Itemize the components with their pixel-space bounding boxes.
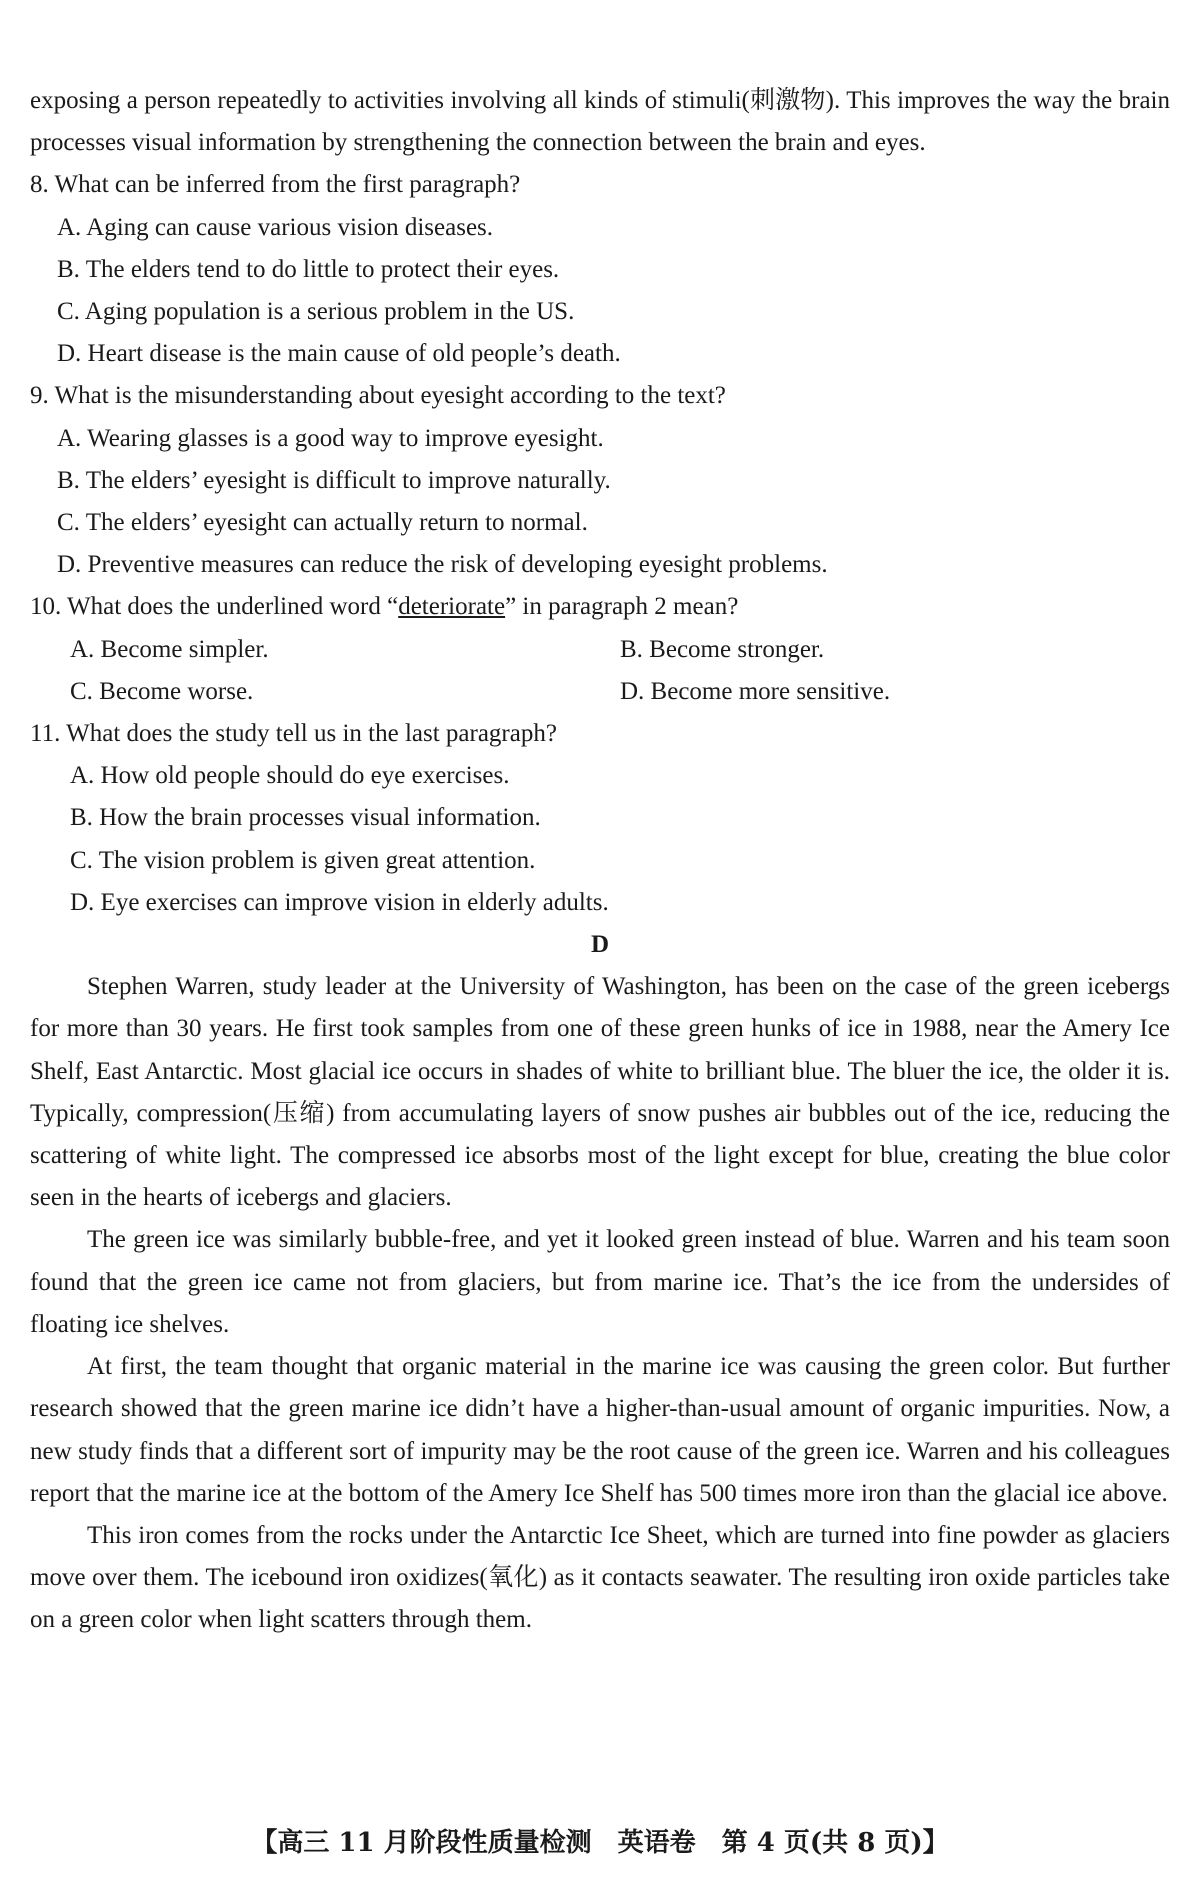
- option-b: B. Become stronger.: [620, 635, 825, 663]
- question-stem: 9. What is the misunderstanding about eyesight according to the text?: [30, 382, 726, 410]
- option-c: C. The elders’ eyesight can actually return to normal.: [57, 509, 588, 537]
- option-b: B. The elders’ eyesight is difficult to improve naturally.: [57, 466, 611, 494]
- question-stem: [30, 586, 1170, 628]
- option-row: [30, 671, 1170, 713]
- section-heading: D: [590, 931, 610, 959]
- question-stem: 8. What can be inferred from the first paragraph?: [30, 171, 521, 199]
- passage-paragraph: This iron comes from the rocks under the Antarctic Ice Sheet, which are turned into fine powder as glaciers move over them. The icebound iron oxidizes(氧化) as it contacts seawater. The resulting iron oxide particles take on a green color when light scatters through them.: [30, 1521, 1170, 1634]
- option-a: A. Become simpler.: [70, 635, 269, 663]
- option-b: B. How the brain processes visual information.: [70, 804, 541, 832]
- passage-paragraph: Stephen Warren, study leader at the University of Washington, has been on the case of the green icebergs for more than 30 years. He first took samples from one of these green hunks of ice in 1988, near the Amery Ice Shelf, East Antarctic. Most glacial ice occurs in shades of white to brilliant blue. The bluer the ice, the older it is. Typically, compression(压缩) from accumulating layers of snow pushes air bubbles out of the ice, reducing the scattering of white light. The compressed ice absorbs most of the light except for blue, creating the blue color seen in the hearts of icebergs and glaciers.: [30, 973, 1170, 1212]
- passage-paragraph: At first, the team thought that organic material in the marine ice was causing the green color. But further research showed that the green marine ice didn’t have a higher-than-usual amount of organic impurities. Now, a new study finds that a different sort of impurity may be the root cause of the green ice. Warren and his colleagues report that the marine ice at the bottom of the Amery Ice Shelf has 500 times more iron than the glacial ice above.: [30, 1353, 1170, 1507]
- option-d: D. Eye exercises can improve vision in elderly adults.: [70, 888, 609, 916]
- question-stem: 11. What does the study tell us in the last paragraph?: [30, 720, 557, 748]
- option-a: A. How old people should do eye exercises.: [70, 762, 510, 790]
- option-a: A. Aging can cause various vision diseases.: [57, 213, 494, 241]
- option-a: A. Wearing glasses is a good way to improve eyesight.: [57, 424, 604, 452]
- page-content: [30, 80, 1170, 1642]
- question-10: [30, 586, 1170, 713]
- question-9: [30, 375, 1170, 586]
- option-row: [30, 629, 1170, 671]
- passage-c-tail: exposing a person repeatedly to activities involving all kinds of stimuli(刺激物). This improves the way the brain processes visual information by strengthening the connection between the brain and eyes.: [30, 87, 1170, 157]
- option-b: B. The elders tend to do little to protect their eyes.: [57, 255, 560, 283]
- option-d: D. Heart disease is the main cause of old people’s death.: [57, 340, 621, 368]
- page-footer: 【高三 11 月阶段性质量检测 英语卷 第 4 页(共 8 页)】: [251, 1828, 949, 1858]
- option-d: D. Become more sensitive.: [620, 677, 891, 705]
- stem-before: 10. What does the underlined word “: [30, 593, 399, 621]
- underlined-word: deteriorate: [398, 593, 506, 621]
- option-d: D. Preventive measures can reduce the risk of developing eyesight problems.: [57, 551, 828, 579]
- stem-after: ” in paragraph 2 mean?: [505, 593, 739, 621]
- option-c: C. The vision problem is given great attention.: [70, 846, 536, 874]
- option-c: C. Aging population is a serious problem in the US.: [57, 298, 575, 326]
- question-11: [30, 713, 1170, 924]
- option-c: C. Become worse.: [70, 677, 254, 705]
- passage-paragraph: The green ice was similarly bubble-free, and yet it looked green instead of blue. Warren and his team soon found that the green ice came not from glaciers, but from marine ice. That’s the ice from the undersides of floating ice shelves.: [30, 1226, 1170, 1338]
- question-8: [30, 164, 1170, 375]
